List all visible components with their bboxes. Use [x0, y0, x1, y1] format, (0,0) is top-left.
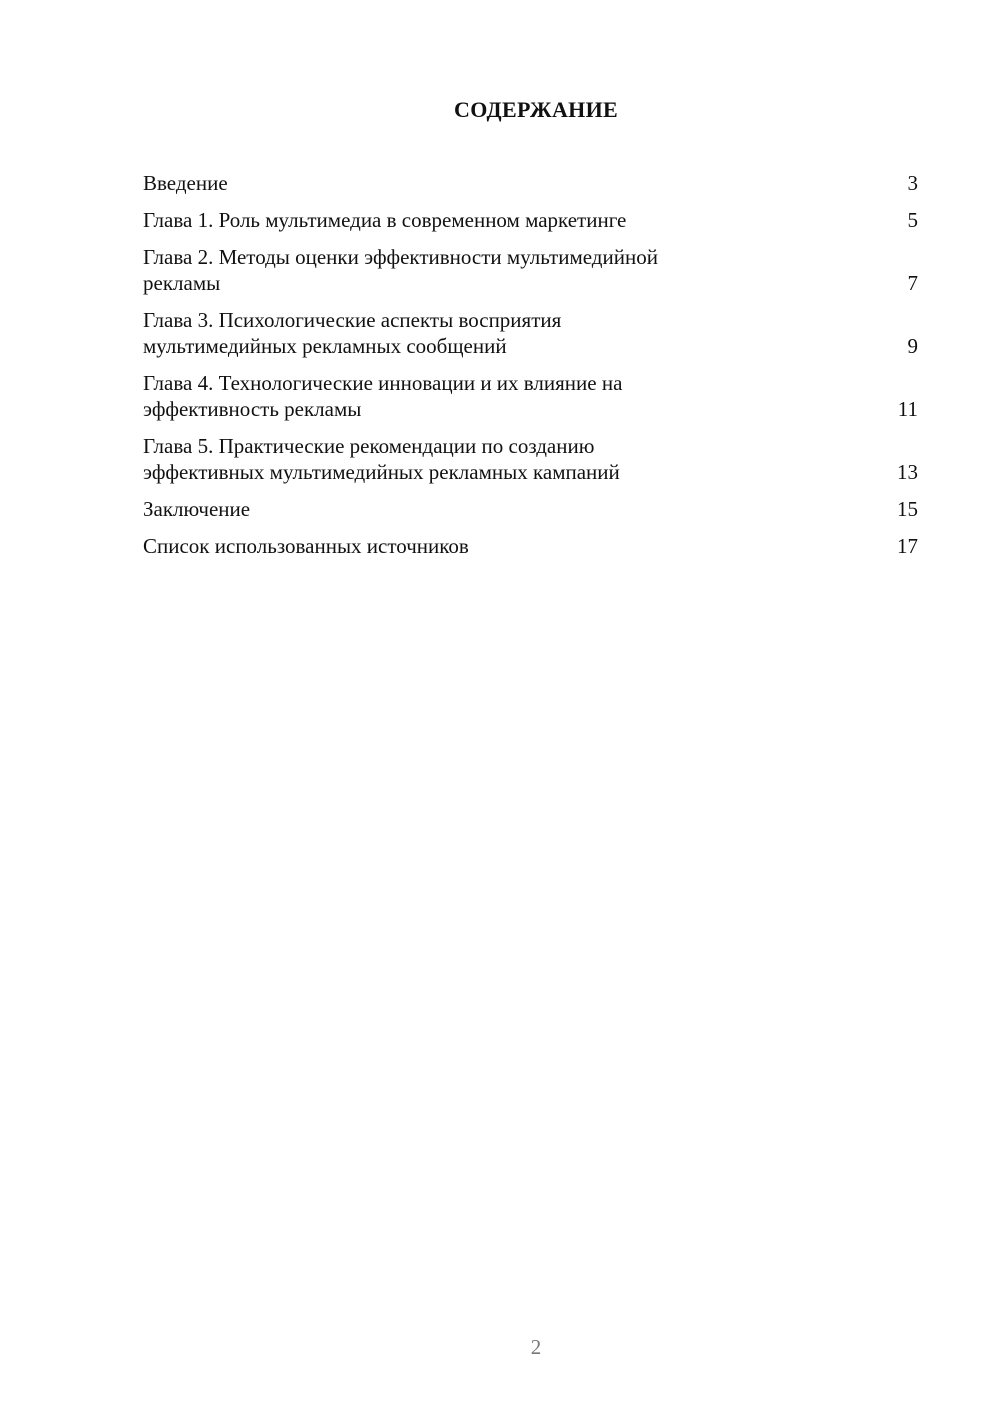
toc-entry-title: [143, 170, 228, 196]
toc-entry-title: [143, 207, 626, 233]
toc-entry-chapter-5: [143, 433, 918, 485]
toc-entry-conclusion: [143, 496, 918, 522]
table-of-contents: [143, 170, 918, 559]
toc-entry-references: [143, 533, 918, 559]
toc-entry-page-number: 7: [907, 271, 918, 295]
toc-entry-page-number: 15: [897, 497, 918, 521]
toc-entry-page-number: 11: [897, 397, 918, 421]
toc-entry-title-line: Заключение: [143, 497, 251, 521]
toc-entry-title-line: эффективных мультимедийных рекламных кампаний: [143, 460, 620, 484]
toc-entry-title-line: Глава 3. Психологические аспекты восприятия: [143, 308, 562, 332]
toc-entry-title: [143, 244, 658, 296]
toc-entry-page-number: 5: [907, 208, 918, 232]
toc-entry-page-number: 9: [907, 334, 918, 358]
toc-entry-page-number: 17: [897, 534, 918, 558]
toc-entry-page-number: 3: [907, 171, 918, 195]
toc-entry-page-number: 13: [897, 460, 918, 484]
toc-entry-title-line: Глава 4. Технологические инновации и их влияние на: [143, 371, 623, 395]
page-title: СОДЕРЖАНИЕ: [454, 97, 618, 122]
toc-entry-chapter-2: [143, 244, 918, 296]
toc-entry-title-line: Глава 5. Практические рекомендации по созданию: [143, 434, 595, 458]
toc-entry-title-line: Глава 1. Роль мультимедиа в современном маркетинге: [143, 208, 627, 232]
toc-entry-title-line: мультимедийных рекламных сообщений: [143, 334, 507, 358]
toc-entry-introduction: [143, 170, 918, 196]
toc-entry-title: [143, 533, 469, 559]
toc-entry-title: [143, 307, 561, 359]
toc-entry-title: [143, 433, 620, 485]
page-number: 2: [530, 1335, 542, 1359]
toc-entry-title: [143, 496, 250, 522]
toc-entry-title: [143, 370, 622, 422]
toc-entry-chapter-4: [143, 370, 918, 422]
toc-entry-title-line: Список использованных источников: [143, 534, 469, 558]
toc-entry-title-line: Введение: [143, 171, 228, 195]
toc-entry-chapter-3: [143, 307, 918, 359]
toc-entry-chapter-1: [143, 207, 918, 233]
toc-entry-title-line: рекламы: [143, 271, 221, 295]
toc-entry-title-line: Глава 2. Методы оценки эффективности мультимедийной: [143, 245, 658, 269]
toc-entry-title-line: эффективность рекламы: [143, 397, 362, 421]
